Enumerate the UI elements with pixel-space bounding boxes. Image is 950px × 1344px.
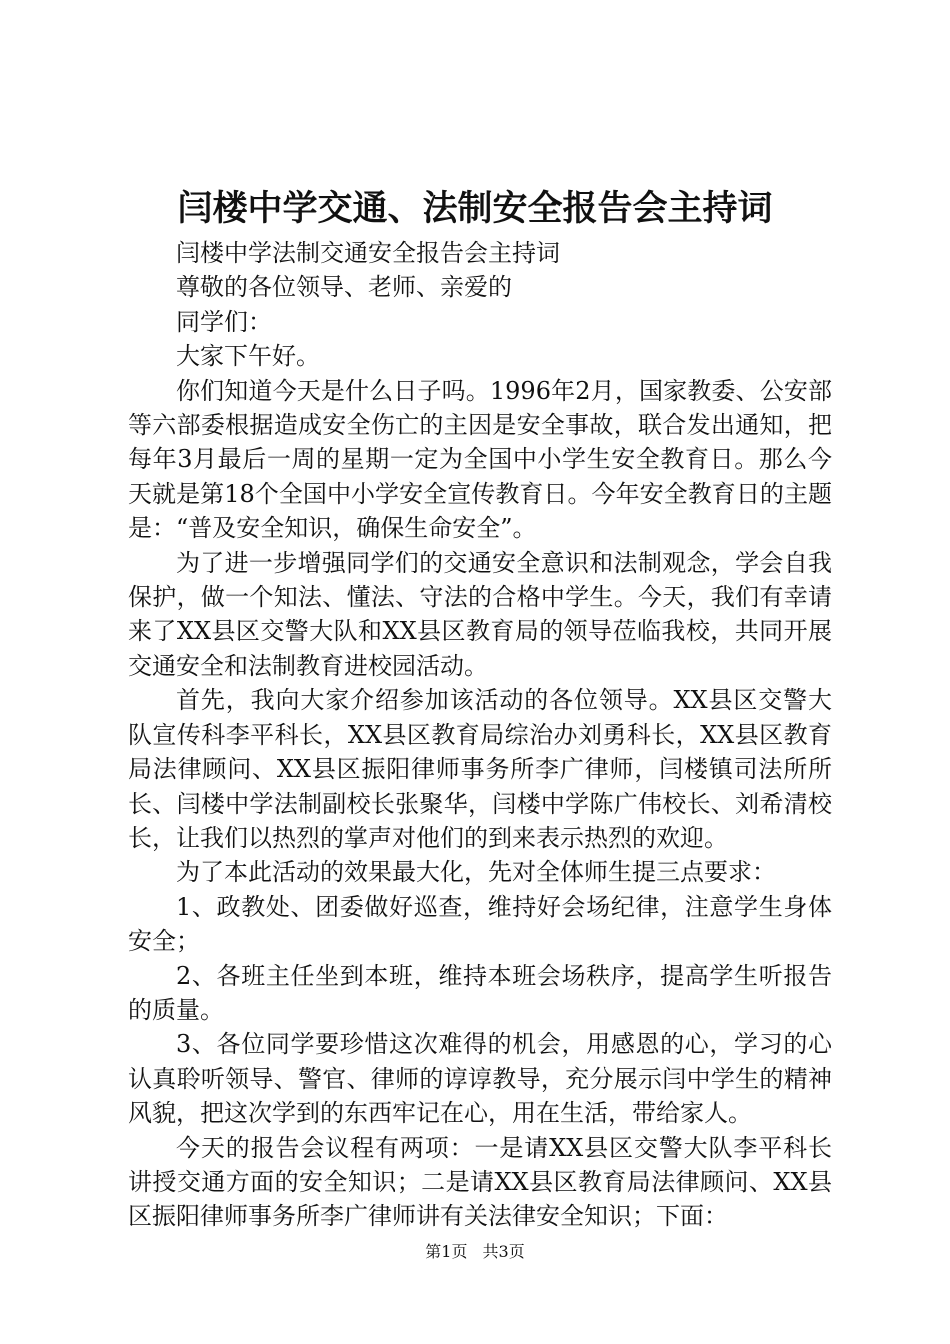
paragraph-requirement-3: 3、各位同学要珍惜这次难得的机会，用感恩的心，学习的心认真聆听领导、警官、律师的谆谆教导，充分展示闫中学生的精神风貌，把这次学到的东西牢记在心，用在生活，带给家人。 — [128, 1030, 832, 1128]
paragraph-requirement-1: 1、政教处、团委做好巡查，维持好会场纪律，注意学生身体安全； — [128, 892, 832, 956]
paragraph-purpose: 为了进一步增强同学们的交通安全意识和法制观念，学会自我保护，做一个知法、懂法、守法的合格中学生。今天，我们有幸请来了XX县区交警大队和XX县区教育局的领导莅临我校，共同开展交通安全和法制教育进校园活动。 — [128, 548, 832, 680]
paragraph-agenda: 今天的报告会议程有两项：一是请XX县区交警大队李平科长讲授交通方面的安全知识；二是请XX县区教育局法律顾问、XX县区振阳律师事务所李广律师讲有关法律安全知识；下面： — [128, 1133, 832, 1231]
paragraph-requirements: 为了本此活动的效果最大化，先对全体师生提三点要求： — [176, 858, 776, 887]
paragraph-subtitle: 闫楼中学法制交通安全报告会主持词 — [176, 239, 560, 267]
paragraph-intro: 你们知道今天是什么日子吗。1996年2月，国家教委、公安部等六部委根据造成安全伤亡的主因是安全事故，联合发出通知，把每年3月最后一周的星期一定为全国中小学生安全教育日。那么今天就是第18个全国中小学安全宣传教育日。今年安全教育日的主题是：“普及安全知识，确保生命安全”。 — [128, 376, 832, 543]
paragraph-requirement-2: 2、各班主任坐到本班，维持本班会场秩序，提高学生听报告的质量。 — [128, 961, 832, 1024]
paragraph-leaders: 首先，我向大家介绍参加该活动的各位领导。XX县区交警大队宣传科李平科长，XX县区教育局综治办刘勇科长，XX县区教育局法律顾问、XX县区振阳律师事务所李广律师，闫楼镇司法所所长、闫楼中学法制副校长张聚华，闫楼中学陈广伟校长、刘希清校长，让我们以热烈的掌声对他们的到来表示热烈的欢迎。 — [128, 686, 832, 852]
paragraph-hello: 大家下午好。 — [176, 342, 320, 371]
document-title: 闫楼中学交通、法制安全报告会主持词 — [177, 188, 773, 229]
paragraph-greeting: 尊敬的各位领导、老师、亲爱的 — [176, 273, 512, 302]
page-footer — [0, 1240, 950, 1264]
document-body — [128, 236, 832, 1234]
page-total: 共3页 — [482, 1242, 525, 1261]
page-number: 第1页 — [425, 1242, 468, 1261]
paragraph-greeting-cont: 同学们： — [176, 307, 272, 336]
